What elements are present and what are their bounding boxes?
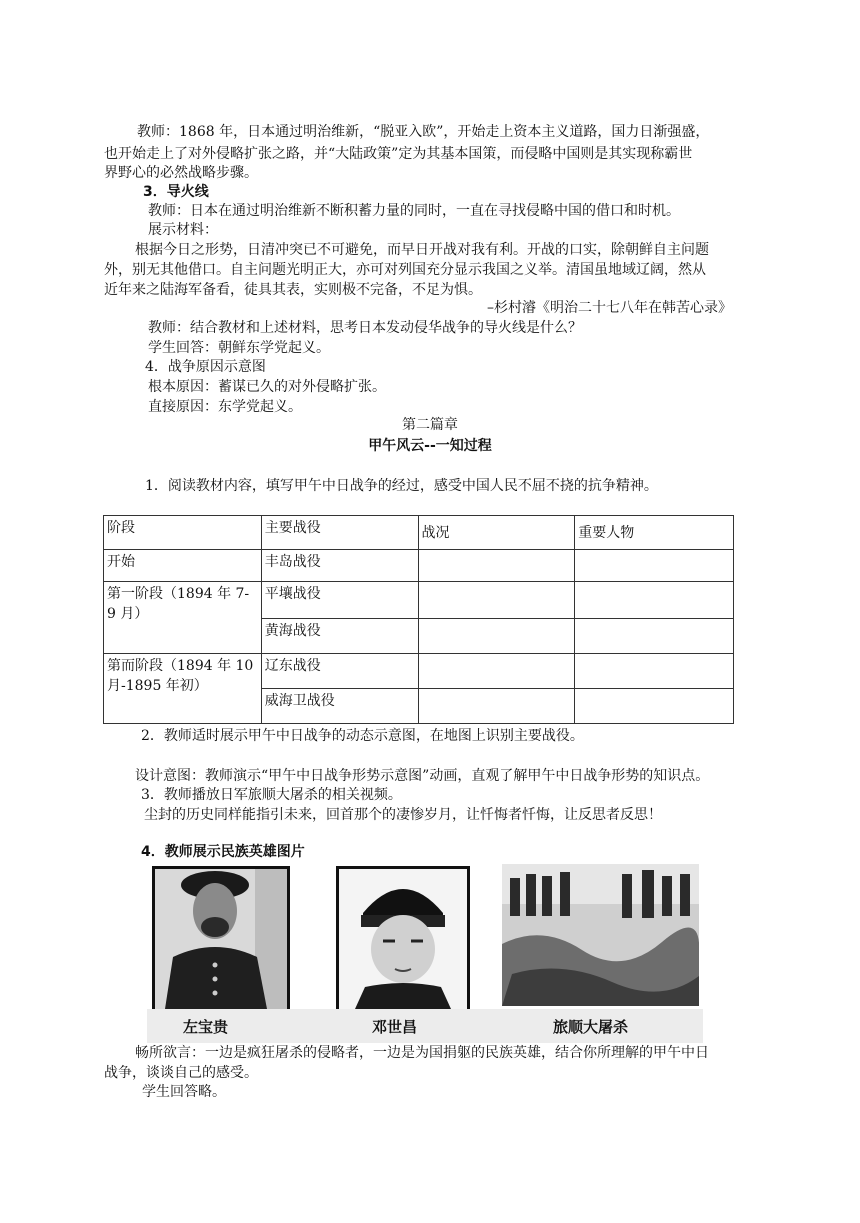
discuss-line2: 战争，谈谈自己的感受。: [104, 1065, 258, 1081]
caption-lushun-massacre: 旅顺大屠杀: [553, 1018, 629, 1036]
battle-pyongyang: 平壤战役: [261, 582, 418, 619]
cell-empty: [418, 619, 575, 654]
item-hero-images: 4．教师展示民族英雄图片: [141, 844, 305, 860]
quote-source: –杉村濬《明治二十七八年在韩苦心录》: [487, 300, 732, 316]
paragraph-question: 教师：结合教材和上述材料，思考日本发动侵华战争的导火线是什么？: [148, 320, 582, 336]
chapter-title: 甲午风云--一知过程: [368, 438, 492, 454]
reflection-text: 尘封的历史同样能指引未来，回首那个的凄惨岁月，让忏悔者忏悔，让反思者反思！: [144, 807, 662, 823]
cell-empty: [418, 582, 575, 619]
cell-empty: [418, 689, 575, 724]
caption-zuo-baogui: 左宝贵: [183, 1018, 229, 1036]
portrait-deng-shichang: [336, 866, 470, 1012]
paragraph-student-answer: 学生回答：朝鲜东学党起义。: [148, 340, 330, 356]
battle-liaodong: 辽东战役: [261, 654, 418, 689]
header-figures: 重要人物: [575, 516, 734, 550]
quote-line3: 近年来之陆海军备看，徒具其表，实则极不完备，不足为惧。: [104, 282, 482, 298]
paragraph-teacher-seek: 教师：日本在通过明治维新不断积蓄力量的同时，一直在寻找侵略中国的借口和时机。: [148, 203, 680, 219]
battle-weihaiwei: 威海卫战役: [261, 689, 418, 724]
student-answer-skip: 学生回答略。: [142, 1084, 226, 1100]
root-cause: 根本原因：蓄谋已久的对外侵略扩张。: [148, 379, 386, 395]
header-stage: 阶段: [104, 516, 262, 550]
item-cause-diagram: 4．战争原因示意图: [145, 359, 266, 375]
cell-empty: [575, 619, 734, 654]
header-situation: 战况: [418, 516, 575, 550]
direct-cause: 直接原因：东学党起义。: [148, 399, 302, 415]
cell-empty: [575, 582, 734, 619]
cell-empty: [418, 550, 575, 582]
caption-deng-shichang: 邓世昌: [372, 1018, 418, 1036]
paragraph-meiji-line1: 教师：1868 年，日本通过明治维新，“脱亚入欧”，开始走上资本主义道路，国力日渐强盛，: [137, 124, 710, 140]
battle-yellow-sea: 黄海战役: [261, 619, 418, 654]
quote-line2: 外，别无其他借口。自主问题光明正大，亦可对列国充分显示我国之义举。清国虽地域辽阔，然从: [104, 262, 706, 278]
stage-start: 开始: [104, 550, 262, 582]
quote-line1: 根据今日之形势，日清冲突已不可避免，而早日开战对我有利。开战的口实，除朝鲜自主问题: [135, 242, 709, 258]
paragraph-meiji-line3: 界野心的必然战略步骤。: [104, 165, 258, 181]
battle-fengdao: 丰岛战役: [261, 550, 418, 582]
photo-lushun-massacre: [502, 864, 699, 1006]
portrait-zuo-baogui: [152, 866, 290, 1012]
cell-empty: [418, 654, 575, 689]
stage-two: 第而阶段（1894 年 10 月-1895 年初）: [104, 654, 262, 724]
cell-empty: [575, 654, 734, 689]
paragraph-show-material: 展示材料：: [148, 222, 218, 238]
discuss-line1: 畅所欲言：一边是疯狂屠杀的侵略者，一边是为国捐躯的民族英雄，结合你所理解的甲午中日: [135, 1045, 709, 1061]
header-battle: 主要战役: [261, 516, 418, 550]
cell-empty: [575, 689, 734, 724]
stage-one: 第一阶段（1894 年 7-9 月）: [104, 582, 262, 654]
item-video: 3．教师播放日军旅顺大屠杀的相关视频。: [141, 787, 402, 803]
design-intent: 设计意图：教师演示“甲午中日战争形势示意图”动画，直观了解甲午中日战争形势的知识点。: [135, 768, 710, 784]
chapter-label: 第二篇章: [402, 417, 458, 433]
paragraph-meiji-line2: 也开始走上了对外侵略扩张之路，并“大陆政策”定为其基本国策，而侵略中国则是其实现称霸世: [104, 146, 693, 162]
item-read-textbook: 1．阅读教材内容，填写甲午中日战争的经过，感受中国人民不屈不挠的抗争精神。: [145, 478, 658, 494]
cell-empty: [575, 550, 734, 582]
item-dynamic-map: 2．教师适时展示甲午中日战争的动态示意图，在地图上识别主要战役。: [141, 728, 584, 744]
heading-fuse: 3．导火线: [143, 184, 209, 200]
battle-table: [103, 515, 734, 724]
